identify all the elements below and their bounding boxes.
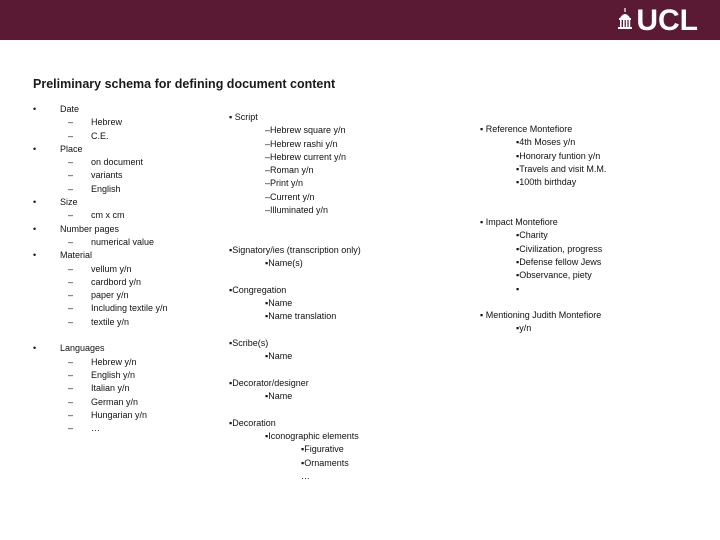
portico-icon	[616, 8, 634, 34]
outline-subitem-label: cm x cm	[91, 210, 125, 221]
section-item: –Hebrew square y/n	[265, 125, 346, 136]
dash-icon: –	[68, 157, 74, 168]
outline-subitem-label: vellum y/n	[91, 263, 132, 274]
outline-subitem	[33, 409, 213, 422]
spacer	[480, 296, 700, 309]
dash-icon: –	[68, 276, 74, 287]
section-heading: ▪Decoration	[229, 417, 276, 428]
section-item: ▪Travels and visit M.M.	[516, 163, 607, 174]
dash-icon: –	[68, 263, 74, 274]
section-item: –Hebrew rashi y/n	[265, 138, 338, 149]
outline-subitem	[33, 356, 213, 369]
dash-icon: –	[68, 303, 74, 314]
section-heading: ▪Congregation	[229, 284, 287, 295]
ucl-logo	[616, 5, 698, 37]
section-item: ▪Name	[265, 351, 293, 362]
left-column	[33, 103, 213, 435]
section-item: –Print y/n	[265, 178, 304, 189]
spacer	[229, 324, 459, 337]
section-item: –Roman y/n	[265, 165, 314, 176]
outline-subitem-label: Including textile y/n	[91, 303, 168, 314]
page-title: Preliminary schema for defining document content	[33, 77, 336, 91]
bullet-icon: •	[33, 143, 37, 154]
bullet-icon: •	[33, 223, 37, 234]
outline-subitem	[33, 302, 213, 315]
outline-spacer	[33, 329, 213, 342]
dash-icon: –	[68, 210, 74, 221]
outline-heading-label: Size	[60, 197, 78, 208]
spacer	[229, 217, 459, 230]
outline-heading-label: Languages	[60, 343, 105, 354]
dash-icon: –	[68, 383, 74, 394]
outline-subitem-label: German y/n	[91, 396, 139, 407]
spacer	[229, 404, 459, 417]
section-item: ▪Name	[265, 298, 293, 309]
outline-subitem-label: …	[91, 423, 100, 434]
dash-icon: –	[68, 396, 74, 407]
section-item: ▪Figurative	[301, 444, 344, 455]
outline-subitem	[33, 382, 213, 395]
brand-name: UCL	[636, 4, 698, 37]
outline-subitem-label: English	[91, 183, 121, 194]
section-item: …	[301, 471, 310, 482]
dash-icon: –	[68, 409, 74, 420]
outline-heading	[33, 143, 213, 156]
section-item: ▪Iconographic elements	[265, 431, 359, 442]
outline-subitem-label: numerical value	[91, 236, 155, 247]
dash-icon: –	[68, 170, 74, 181]
outline-subitem	[33, 156, 213, 169]
section-item: ▪y/n	[516, 323, 532, 334]
section-heading: ▪Signatory/ies (transcription only)	[229, 244, 361, 255]
dash-icon: –	[68, 236, 74, 247]
outline-subitem-label: variants	[91, 170, 123, 181]
section-item: ▪	[516, 283, 520, 294]
middle-column	[229, 111, 459, 483]
bullet-icon: •	[33, 104, 37, 114]
outline-heading-label: Material	[60, 250, 93, 261]
outline-subitem-label: C.E.	[91, 130, 109, 141]
dash-icon: –	[68, 117, 74, 128]
dash-icon: –	[68, 369, 74, 380]
section-item: ▪Defense fellow Jews	[516, 256, 602, 267]
dash-icon: –	[68, 356, 74, 367]
dash-icon: –	[68, 316, 74, 327]
outline-subitem	[33, 289, 213, 302]
section-item: ▪Ornaments	[301, 457, 349, 468]
outline-subitem-label: paper y/n	[91, 290, 129, 301]
outline-heading	[33, 249, 213, 262]
outline-heading-label: Place	[60, 143, 83, 154]
outline-subitem	[33, 130, 213, 143]
outline-heading	[33, 196, 213, 209]
outline-subitem	[33, 236, 213, 249]
section-item: –Hebrew current y/n	[265, 151, 347, 162]
outline-subitem	[33, 316, 213, 329]
spacer	[229, 364, 459, 377]
outline-heading-label: Date	[60, 104, 80, 114]
section-item: ▪4th Moses y/n	[516, 137, 576, 148]
section-item: ▪Name translation	[265, 311, 337, 322]
outline-subitem-label: English y/n	[91, 369, 136, 380]
outline-subitem	[33, 263, 213, 276]
bullet-icon: •	[33, 343, 37, 354]
bullet-icon: •	[33, 250, 37, 261]
section-item: –Current y/n	[265, 191, 315, 202]
section-item: ▪Name(s)	[265, 258, 303, 269]
outline-subitem	[33, 276, 213, 289]
right-column	[480, 123, 700, 336]
outline-subitem-label: cardbord y/n	[91, 276, 142, 287]
section-item: ▪100th birthday	[516, 177, 577, 188]
section-heading: ▪Scribe(s)	[229, 338, 269, 349]
outline-subitem-label: Hebrew y/n	[91, 356, 137, 367]
outline-subitem	[33, 183, 213, 196]
outline-subitem	[33, 422, 213, 435]
outline-subitem-label: on document	[91, 157, 144, 168]
dash-icon: –	[68, 423, 74, 434]
outline-subitem-label: Hungarian y/n	[91, 409, 148, 420]
section-item: ▪Name	[265, 391, 293, 402]
outline-heading	[33, 342, 213, 355]
section-heading: ▪ Script	[229, 112, 258, 122]
spacer	[480, 203, 700, 216]
section-item: ▪Honorary funtion y/n	[516, 150, 601, 161]
outline-subitem-label: textile y/n	[91, 316, 130, 327]
dash-icon: –	[68, 130, 74, 141]
outline-subitem	[33, 369, 213, 382]
section-heading: ▪ Reference Montefiore	[480, 124, 573, 134]
dash-icon: –	[68, 183, 74, 194]
section-item: ▪Civilization, progress	[516, 243, 603, 254]
outline-subitem	[33, 396, 213, 409]
outline-heading	[33, 103, 213, 116]
bullet-icon: •	[33, 197, 37, 208]
section-item: ▪Observance, piety	[516, 270, 592, 281]
outline-subitem-label: Hebrew	[91, 117, 123, 128]
spacer	[229, 271, 459, 284]
section-item: –Illuminated y/n	[265, 205, 329, 216]
outline-heading	[33, 223, 213, 236]
spacer	[229, 231, 459, 244]
outline-subitem-label: Italian y/n	[91, 383, 130, 394]
section-item: ▪Charity	[516, 230, 548, 241]
outline-subitem	[33, 209, 213, 222]
outline-heading-label: Number pages	[60, 223, 120, 234]
section-heading: ▪ Mentioning Judith Montefiore	[480, 310, 602, 321]
spacer	[480, 189, 700, 202]
section-heading: ▪ Impact Montefiore	[480, 217, 558, 228]
section-heading: ▪Decorator/designer	[229, 377, 309, 388]
dash-icon: –	[68, 290, 74, 301]
outline-subitem	[33, 169, 213, 182]
outline-subitem	[33, 116, 213, 129]
header-banner	[0, 0, 720, 40]
